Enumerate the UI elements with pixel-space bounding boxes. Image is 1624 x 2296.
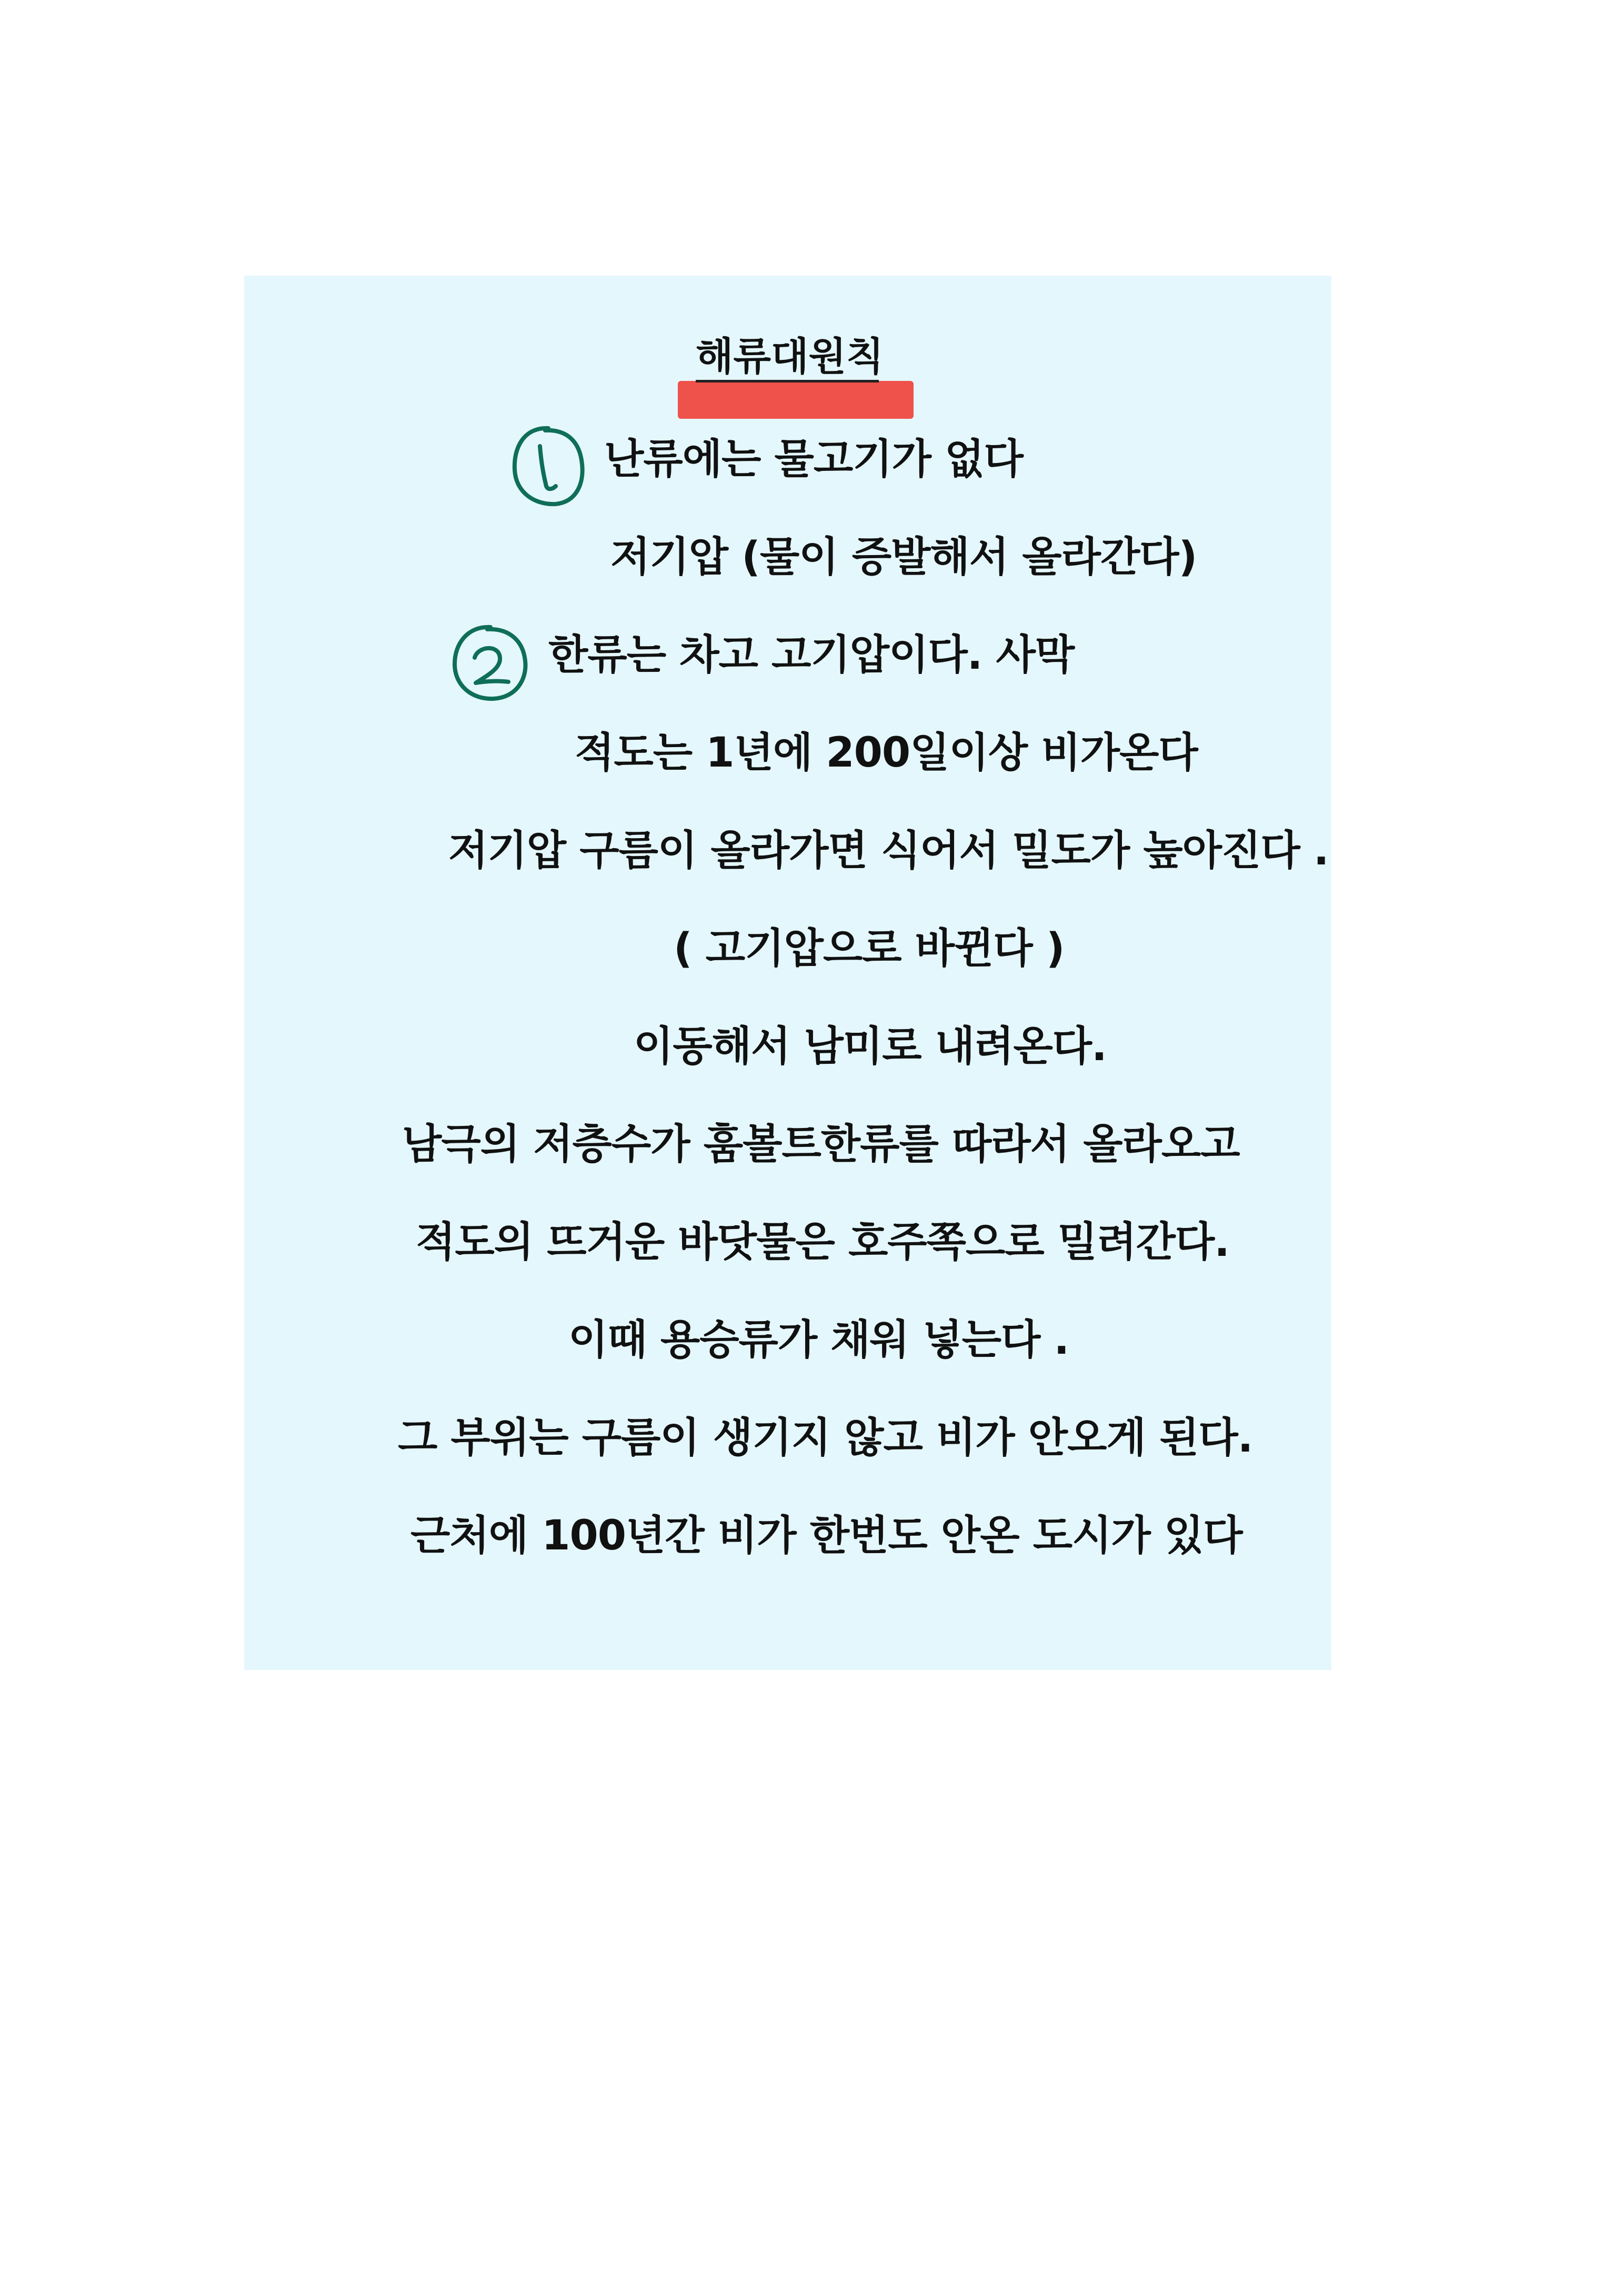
note-line-11: 그 부위는 구름이 생기지 않고 비가 안오게 된다. <box>398 1414 1253 1462</box>
title-underline <box>696 380 879 382</box>
note-line-12: 근처에 100년간 비가 한번도 안온 도시가 있다 <box>410 1512 1242 1559</box>
note-line-9: 적도의 뜨거운 바닷물은 호주쪽으로 밀려간다. <box>416 1219 1229 1266</box>
page-title: 해류대원칙 <box>696 334 884 379</box>
note-line-1: 난류에는 물고기가 없다 <box>604 436 1023 483</box>
note-line-10: 이때 용승류가 채워 넣는다 . <box>568 1316 1069 1364</box>
circled-number-1-icon <box>509 421 587 510</box>
title-highlight <box>678 381 914 419</box>
note-line-4: 적도는 1년에 200일이상 비가온다 <box>575 729 1198 777</box>
circled-number-2-icon <box>448 621 533 705</box>
note-line-5: 저기압 구름이 올라가면 식어서 밀도가 높아진다 . <box>448 827 1329 874</box>
note-line-7: 이동해서 남미로 내려온다. <box>634 1023 1107 1070</box>
note-line-3: 한류는 차고 고기압이다. 사막 <box>548 631 1075 679</box>
note-line-2: 저기압 (물이 증발해서 올라간다) <box>610 533 1197 581</box>
note-line-8: 남극의 저층수가 훔볼트한류를 따라서 올라오고 <box>402 1121 1240 1168</box>
note-line-6: ( 고기압으로 바뀐다 ) <box>674 925 1065 972</box>
